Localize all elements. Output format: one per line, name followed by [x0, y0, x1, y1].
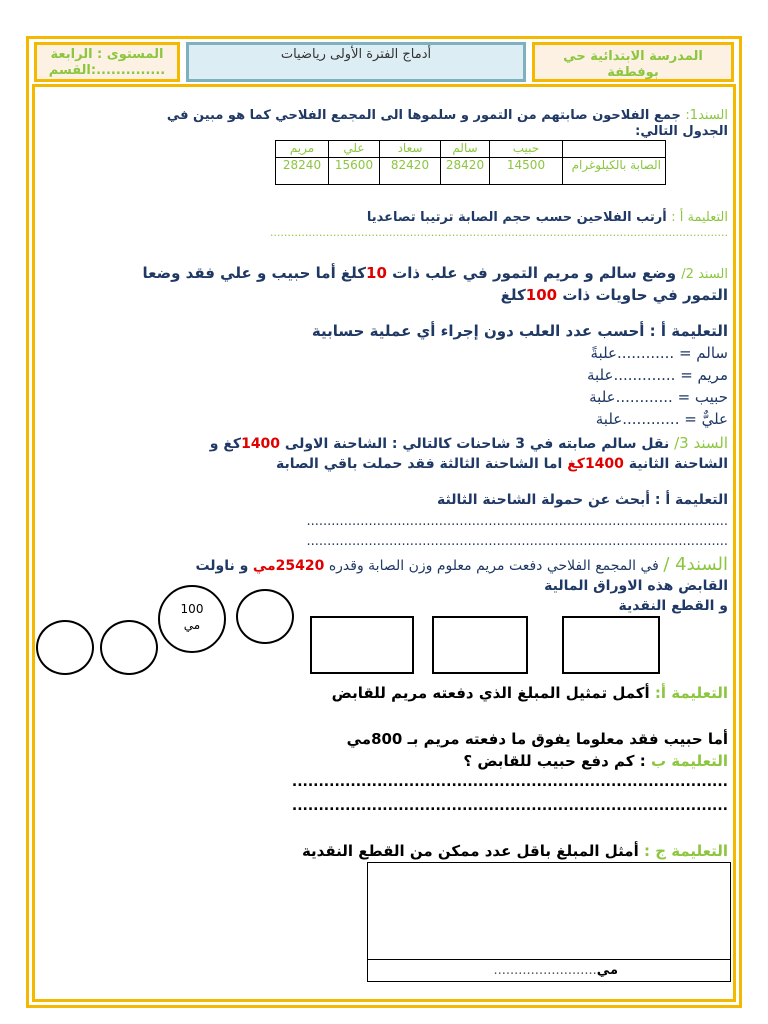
s1-text: جمع الفلاحون صابتهم من التمور و سلموها الى المجمع الفلاحي كما هو مبين في: [166, 108, 681, 123]
s4-task-a-text: أكمل تمثيل المبلغ الذي دفعته مريم للقابض: [331, 684, 650, 702]
s4-task-c-text: أمثل المبلغ باقل عدد ممكن من القطع النقدية: [301, 842, 639, 860]
table-header-row: [276, 141, 666, 158]
s3-line1: [210, 434, 728, 452]
s1-label: السند1:: [685, 108, 728, 123]
answer-box-divider: [368, 959, 730, 960]
s3-answer-dots-1: ......................................................................................................: [306, 514, 728, 529]
s1-task: [367, 210, 728, 225]
s2-line-ali: عليٌّ = ............علبة: [595, 410, 728, 428]
subject-title: أدماج الفترة الأولى رياضيات: [280, 47, 432, 62]
bill-box: [562, 616, 660, 674]
bill-box: [310, 616, 414, 674]
s2-label: السند 2/: [681, 267, 728, 282]
s1-line1: [167, 108, 728, 123]
coin-value: 100: [180, 602, 204, 616]
s2-line1: [143, 264, 728, 282]
s4-task-c-label: التعليمة ج :: [643, 842, 728, 860]
s4-text2: و ناولت: [195, 558, 249, 574]
s3-num2: 1400: [584, 456, 624, 472]
s2-text1: وضع سالم و مريم التمور في علب ذات: [392, 264, 677, 282]
s4-text1: في المجمع الفلاحي دفعت مريم معلوم وزن الصابة وقدره: [328, 558, 659, 574]
s3-label: السند 3/: [674, 434, 728, 452]
s4-label: السند4 /: [663, 554, 728, 575]
s1-line2: الجدول التالي:: [635, 124, 728, 139]
answer-unit: مي: [596, 963, 618, 978]
table-cell: 15600: [329, 158, 380, 185]
table-header-cell: حبيب: [490, 141, 563, 158]
table-header-cell: مريم: [276, 141, 329, 158]
s2-num2: 100: [525, 286, 558, 304]
s2-text2: كلغ أما حبيب و علي فقد وضعا: [142, 264, 367, 282]
s3-task: التعليمة أ : أبحث عن حمولة الشاحنة الثالثة: [437, 492, 728, 508]
s2-num1: 10: [366, 264, 387, 282]
s2-line-maryam: مريم = .............علبة: [586, 366, 728, 384]
s2-text4: كلغ: [500, 286, 526, 304]
s4-task-c: [302, 842, 728, 860]
s4-task-b: [463, 752, 728, 770]
coin-100-label: [160, 601, 224, 633]
table-row: [276, 158, 666, 185]
table-header-cell: [563, 141, 666, 158]
table-header-cell: سالم: [441, 141, 490, 158]
table-header-cell: علي: [329, 141, 380, 158]
table-cell: 14500: [490, 158, 563, 185]
s4-answer-dots-2: ..................................................................................: [291, 798, 728, 814]
s3-answer-dots-2: ......................................................................................................: [306, 534, 728, 549]
s1-answer-dots: ...................................................................................................................................: [269, 226, 728, 239]
s4-habib-line: أما حبيب فقد معلوما يفوق ما دفعته مريم بـ 800مي: [346, 730, 728, 748]
s3-text2: كغ و: [209, 436, 242, 452]
coin-unit: مي: [183, 618, 201, 632]
s4-line3: و القطع النقدية: [618, 598, 728, 614]
coin-circle: [36, 620, 94, 675]
s3-unit2: كغ: [567, 456, 585, 472]
table-cell: 82420: [380, 158, 441, 185]
s3-text3: الشاحنة الثانية: [628, 456, 728, 472]
s4-line2: القابض هذه الاوراق المالية: [544, 578, 728, 594]
level-text: المستوى : الرابعة: [50, 47, 164, 62]
s2-line-habib: حبيب = ............علبة: [589, 388, 728, 406]
class-text: القسم:..............: [48, 63, 166, 78]
s3-text1: نقل سالم صابته في 3 شاحنات كالتالي : الشاحنة الاولى: [284, 436, 670, 452]
s4-task-a-label: التعليمة أ:: [654, 684, 728, 702]
coin-circle: [236, 589, 294, 644]
school-name-line1: المدرسة الابتدائية حي: [563, 49, 703, 64]
school-name-line2: بوفطفة: [607, 65, 659, 80]
table-header-cell: سعاد: [380, 141, 441, 158]
s4-amount: 25420مي: [252, 558, 325, 574]
s4-task-b-text: : كم دفع حبيب للقابض ؟: [463, 752, 646, 770]
s3-text4: اما الشاحنة الثالثة فقد حملت باقي الصابة: [275, 456, 563, 472]
s1-task-label: التعليمة أ :: [671, 210, 728, 225]
s4-task-b-label: التعليمة ب: [650, 752, 728, 770]
subject-box: [186, 42, 526, 82]
s4-line1: [195, 554, 728, 575]
level-box: [34, 42, 180, 82]
s4-task-a: [332, 684, 728, 702]
answer-box[interactable]: [367, 862, 731, 982]
table-cell: 28240: [276, 158, 329, 185]
harvest-table: [275, 140, 666, 185]
s2-line-salem: سالم = ............علبةً: [590, 344, 728, 362]
s2-line2: [501, 286, 728, 304]
s2-task: التعليمة أ : أحسب عدد العلب دون إجراء أي عملية حسابية: [311, 322, 728, 340]
s3-line2: [276, 456, 728, 472]
school-box: [532, 42, 734, 82]
s1-task-text: أرتب الفلاحين حسب حجم الصابة ترتيبا تصاعديا: [366, 210, 667, 225]
answer-box-footer: [493, 963, 618, 978]
s3-num1: 1400: [241, 436, 281, 452]
table-row-label: الصابة بالكيلوغرام: [563, 158, 666, 185]
bill-box: [432, 616, 528, 674]
table-cell: 28420: [441, 158, 490, 185]
answer-dots: .........................: [493, 963, 597, 978]
s4-answer-dots-1: ..................................................................................: [291, 774, 728, 790]
coin-circle: [100, 620, 158, 675]
s2-text3: التمور في حاويات ذات: [562, 286, 728, 304]
